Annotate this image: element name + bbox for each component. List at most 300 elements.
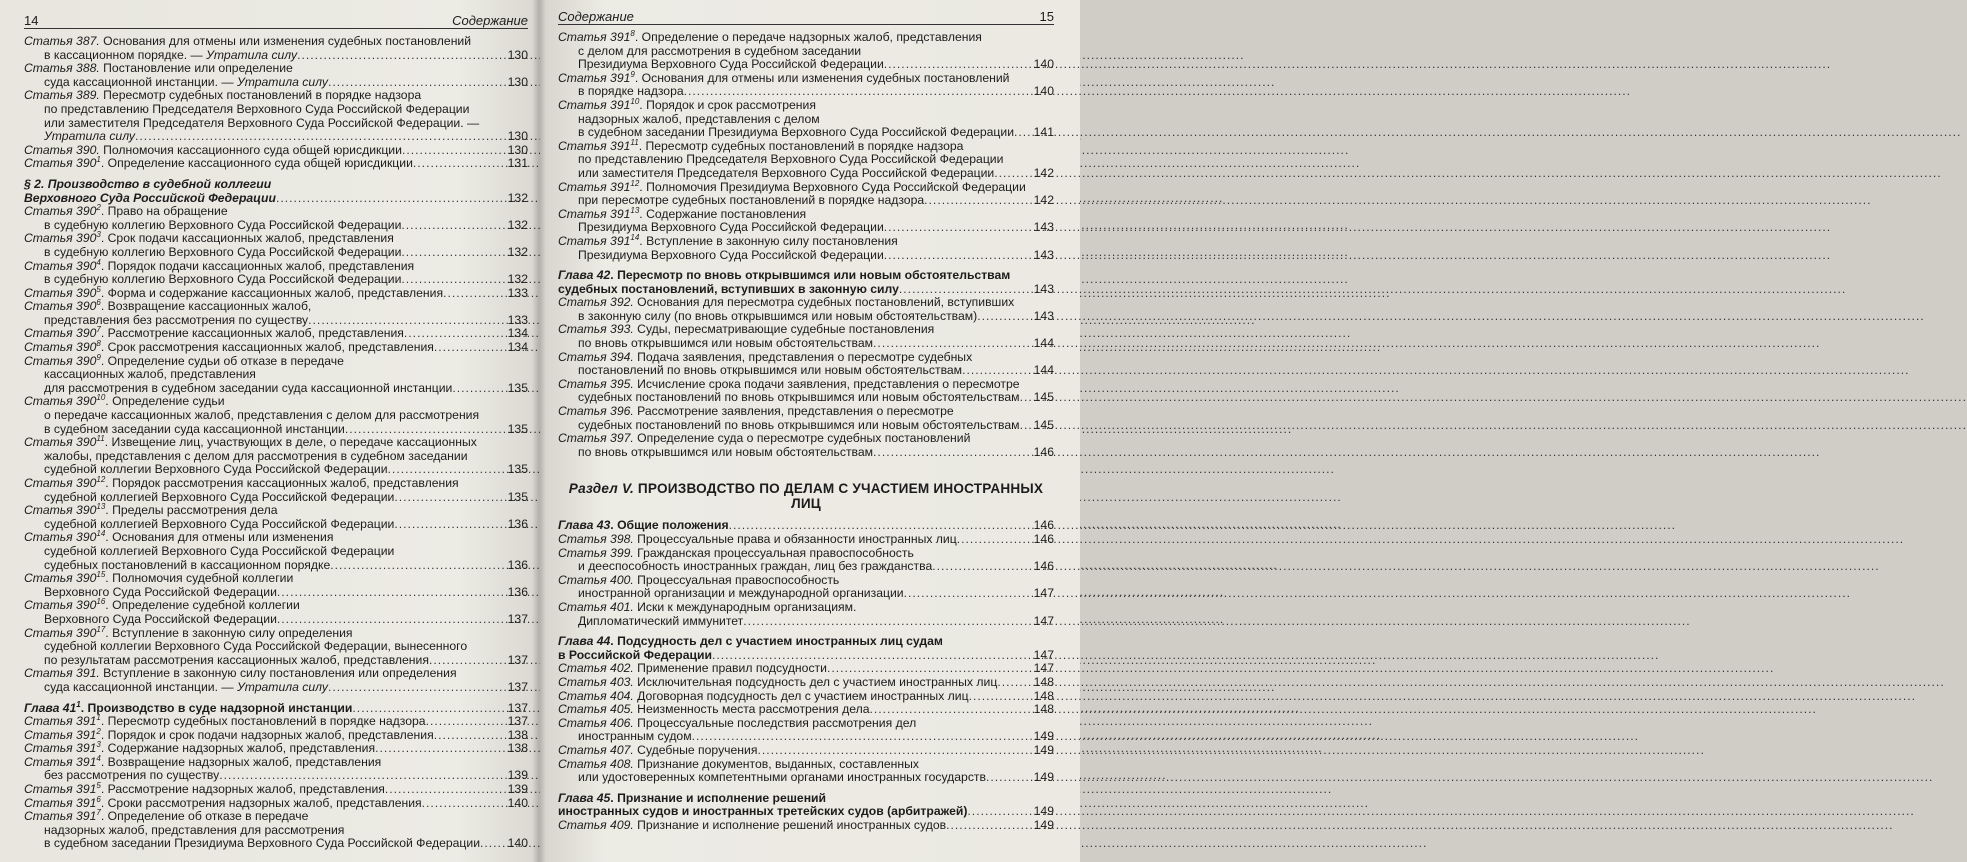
entry-text [578,446,873,460]
entry-text [44,368,256,382]
toc-entry [24,810,528,824]
entry-title: Исчисление срока подачи заявления, представления о пересмотре [633,376,1020,391]
leader-dots [869,703,1030,717]
page-ref: 132 [507,272,528,287]
entry-text [558,649,712,663]
toc-entry [24,205,528,219]
entry-text [558,432,970,446]
chapter-title: . Признание и исполнение решений [610,790,827,805]
superscript: 14 [96,529,106,539]
left-page-header [24,10,528,29]
entry-text [24,62,293,76]
repealed-note: Утратила силу [44,129,136,144]
article-number: Статья 397. [558,431,634,446]
entry-title: . Определение кассационного суда общей юрисдикции [100,156,413,171]
article-number: Статья 407. [558,742,634,757]
toc-entry [24,49,528,63]
article-number: Статья 391 [24,809,97,824]
entry-title: Верховного Суда Российской Федерации [44,611,277,626]
entry-title: . Срок подачи кассационных жалоб, представления [100,231,394,246]
entry-text [44,117,479,131]
entry-title: или заместителя Председателя Верховного Суда Российской Федерации [578,165,995,180]
page-ref: 140 [507,795,528,810]
toc-entry [558,519,1054,533]
article-number: Статья 408. [558,756,634,771]
article-number: Статья 391 [24,754,97,769]
toc-entry [558,676,1054,690]
entry-text [24,178,271,192]
page-ref: 148 [1033,702,1054,717]
left-page [0,0,540,862]
toc-entry [558,405,1054,419]
page-ref: 140 [1033,57,1054,72]
superscript: 10 [96,393,106,403]
entry-title: или заместителя Председателя Верховного Суда Российской Федерации. — [44,115,480,130]
entry-title: . Порядок и срок рассмотрения [639,97,816,112]
superscript: 11 [630,137,639,147]
entry-text [578,113,820,127]
page-ref: 133 [507,312,528,327]
entry-title: Основания для пересмотра судебных постановлений, вступивших [633,295,1015,310]
superscript: 13 [96,502,106,512]
entry-title: . Пересмотр судебных постановлений в порядке надзора [100,714,426,729]
article-number: Статья 390 [24,156,97,171]
article-number: Статья 390 [24,340,97,355]
entry-text [24,624,353,641]
article-number: Статья 390 [24,598,97,613]
entry-title: . Полномочия судебной коллегии [105,571,294,586]
toc-entry [24,103,528,117]
entry-text [44,76,328,90]
entry-title: . Порядок и срок подачи надзорных жалоб, представления [100,727,434,742]
article-number: Статья 389. [24,88,100,103]
toc-entry [558,337,1054,351]
toc-entry [558,805,1054,819]
page-ref: 137 [507,679,528,694]
superscript: 3 [96,230,101,240]
superscript: 15 [96,570,106,580]
superscript: 3 [96,740,101,750]
toc-entry [24,89,528,103]
entry-title: . Основания для отмены или изменения судебных постановлений [634,70,1010,85]
chapter-number: Глава 43 [558,518,611,533]
leader-dots [422,797,505,811]
article-number: Статья 390 [24,353,97,368]
toc-list-left [24,35,528,851]
entry-title: в судебную коллегию Верховного Суда Российской Федерации [44,244,402,259]
entry-text [44,409,479,423]
entry-text [24,341,434,355]
page-ref: 144 [1033,336,1054,351]
entry-title: Иски к международным организациям. [633,599,857,614]
entry-text [558,323,934,337]
article-number: Статья 391 [24,714,97,729]
entry-title: судебной коллегией Верховного Суда Российской Федерации [44,543,395,558]
entry-text [558,351,972,365]
entry-text [24,810,308,824]
entry-title: иностранным судом [578,729,692,744]
entry-title: Гражданская процессуальная правоспособность [633,545,914,560]
entry-title: . Определение об отказе в передаче [100,809,309,824]
page-ref: 147 [1033,647,1054,662]
toc-entry [24,545,528,559]
toc-entry [558,690,1054,704]
entry-title: по представлению Председателя Верховного Суда Российской Федерации [44,101,470,116]
leader-dots [977,310,1030,324]
article-number: Статья 398. [558,532,634,546]
toc-entry [24,681,528,695]
superscript: 8 [96,339,101,348]
entry-title: . Срок рассмотрения кассационных жалоб, представления [100,340,434,355]
page-ref: 148 [1033,674,1054,689]
leader-dots [684,85,1031,99]
entry-text [44,103,469,117]
entry-text [558,232,898,249]
entry-title: . Вступление в законную силу определения [105,625,353,640]
page-number: 14 [24,13,39,28]
leader-dots [480,837,505,851]
entry-title: Президиума Верховного Суда Российской Федерации [578,220,884,235]
entry-text [24,531,333,545]
article-number: Статья 401. [558,599,634,614]
page-ref: 132 [507,244,528,259]
leader-dots [884,58,1031,72]
superscript: 5 [96,781,101,790]
running-title: Содержание [452,13,528,28]
toc-entry [558,178,1054,195]
article-number: Статья 390 [24,326,97,341]
entry-title: . Право на обращение [100,204,228,219]
entry-text [558,178,1026,195]
toc-entry [558,232,1054,249]
page-ref: 136 [507,584,528,599]
article-number: Статья 391 [558,138,631,153]
toc-entry [558,153,1054,167]
leader-dots [401,273,504,287]
entry-title: Признание документов, выданных, составленных [633,756,919,771]
entry-text [24,474,459,491]
entry-title: Полномочия кассационного суда общей юрисдикции [99,142,402,157]
leader-dots [969,690,1031,704]
entry-text [578,153,1003,167]
entry-title: Рассмотрение заявления, представления о пересмотре [633,404,954,419]
entry-title: . Основания для отмены или изменения [105,530,334,545]
leader-dots [401,219,504,233]
article-number: Статья 392. [558,295,634,310]
entry-title: надзорных жалоб, представления для рассмотрения [44,822,345,837]
page-ref: 146 [1033,444,1054,459]
entry-title: Исключительная подсудность дел с участием иностранных лиц [633,674,998,689]
entry-text [578,615,743,629]
page-number: 15 [1039,9,1054,24]
entry-text [558,805,967,819]
toc-entry [24,257,528,274]
page-ref: 146 [1033,559,1054,574]
article-number: Статья 390 [24,231,97,246]
right-page-header [558,6,1054,25]
entry-title: постановлений по вновь открывшимся или новым обстоятельствам [578,363,963,378]
article-number: Статья 387. [24,34,100,48]
article-number: Статья 390 [24,571,97,586]
entry-title: представления без рассмотрения по существу [44,312,309,327]
toc-entry [24,474,528,491]
superscript: 14 [630,232,640,242]
toc-entry [24,62,528,76]
entry-text [558,533,957,547]
article-number: Статья 391 [558,206,631,221]
entry-text [24,395,225,409]
toc-entry [24,409,528,423]
entry-title: судебной коллегии Верховного Суда Российской Федерации, вынесенного [44,639,468,654]
leader-dots [452,382,504,396]
superscript: 7 [96,808,101,818]
toc-entry [558,635,1054,649]
entry-title: судебных постановлений по вновь открывшимся или новым обстоятельствам [578,390,1020,405]
article-number: Статья 390 [24,625,97,640]
leader-dots [443,287,505,301]
leader-dots [1014,126,1031,140]
superscript: 11 [96,434,105,444]
entry-title: Постановление или определение [99,61,293,76]
leader-dots [394,491,504,505]
superscript: 6 [96,298,101,308]
toc-entry [558,96,1054,113]
leader-dots [375,742,505,756]
toc-entry [558,703,1054,717]
superscript: 9 [630,69,635,79]
toc-entry [24,368,528,382]
page-ref: 143 [1033,281,1054,296]
toc-entry [558,69,1054,86]
page-ref: 130 [507,47,528,62]
toc-entry [24,753,528,770]
leader-dots [1020,419,1031,433]
article-number: Статья 400. [558,572,634,587]
entry-title: по вновь открывшимся или новым обстоятельствам [578,336,874,351]
entry-text [558,269,1010,283]
page-ref: 135 [507,380,528,395]
page-ref: 147 [1033,613,1054,628]
leader-dots [330,559,504,573]
article-number: Статья 390. [24,142,100,157]
leader-dots [297,49,505,63]
entry-title: в судебном заседании суда кассационной инстанции [44,421,345,436]
page-ref: 139 [507,782,528,797]
leader-dots [962,364,1031,378]
entry-text [578,587,904,601]
entry-title: в судебную коллегию Верховного Суда Российской Федерации [44,272,402,287]
entry-title: судебных постановлений в кассационном порядке [44,557,331,572]
entry-title: в судебном заседании Президиума Верховного Суда Российской Федерации [578,125,1015,140]
entry-text [44,545,394,559]
entry-text [44,613,277,627]
entry-title: . Рассмотрение надзорных жалоб, представления [100,782,385,797]
page-ref: 130 [507,142,528,157]
toc-entry [24,352,528,369]
entry-text [24,742,375,756]
leader-dots [394,518,504,532]
repealed-note: Утратила силу [236,74,328,89]
leader-dots [986,771,1031,785]
leader-dots [957,533,1031,547]
entry-title: кассационных жалоб, представления [44,367,256,382]
entry-title: судебной коллегией Верховного Суда Российской Федерации [44,516,395,531]
entry-text [44,130,135,144]
article-number: Статья 403. [558,674,634,689]
toc-entry [558,446,1054,460]
entry-text [24,753,382,770]
entry-text [558,744,757,758]
superscript: 1 [96,713,101,723]
entry-text [44,654,429,668]
page-ref: 137 [507,714,528,729]
entry-title: . Определение о передаче надзорных жалоб, представления [634,30,982,44]
toc-entry [558,310,1054,324]
entry-title: Договорная подсудность дел с участием иностранных лиц [633,688,969,703]
page-ref: 136 [507,516,528,531]
toc-entry [558,113,1054,127]
toc-entry [558,391,1054,405]
toc-entry [24,667,528,681]
toc-entry [558,28,1054,45]
chapter-number: Глава 41 [24,700,77,715]
entry-title: и дееспособность иностранных граждан, лиц без гражданства [578,559,933,574]
repealed-note: Утратила силу [236,679,328,694]
chapter-number: Верховного Суда Российской Федерации [24,190,276,205]
entry-text [44,681,328,695]
entry-title: о передаче кассационных жалоб, представления с делом для рассмотрения [44,408,480,423]
article-number: Статья 391 [24,795,97,810]
section-title [558,481,1054,511]
entry-text [44,824,344,838]
article-number: Статья 391 [24,782,97,797]
entry-text [578,58,884,72]
toc-entry [558,283,1054,297]
article-number: Статья 405. [558,702,634,717]
toc-entry [558,205,1054,222]
entry-title: . Определение судьи [105,394,225,409]
toc-entry [24,436,528,450]
entry-title: . Форма и содержание кассационных жалоб, представления [100,285,444,300]
chapter-title: . Пересмотр по вновь открывшимся или новым обстоятельствам [610,268,1011,283]
entry-text [558,819,946,833]
entry-text [558,28,982,45]
entry-text [558,519,729,533]
entry-title: в законную силу (по вновь открывшимся или новым обстоятельствам) [578,308,978,323]
chapter-title: в Российской Федерации [558,647,712,662]
entry-text [578,126,1014,140]
leader-dots [388,463,505,477]
toc-entry [558,819,1054,833]
entry-text [558,662,827,676]
entry-title: с делом для рассмотрения в судебном заседании [578,43,862,58]
entry-title: . Сроки рассмотрения надзорных жалоб, представления [100,795,422,810]
entry-text [578,391,1020,405]
entry-title: . Определение судьи об отказе в передаче [100,353,344,368]
entry-text [578,771,986,785]
toc-entry [24,654,528,668]
toc-entry [558,601,1054,615]
entry-text [578,560,932,574]
entry-title: жалобы, представления с делом для рассмотрения в судебном заседании [44,448,468,463]
article-number: Статья 390 [24,258,97,273]
article-number: Статья 391 [558,30,631,44]
page-ref: 144 [1033,363,1054,378]
toc-entry [558,364,1054,378]
entry-title: . Рассмотрение кассационных жалоб, представления [100,326,404,341]
page-ref: 134 [507,326,528,341]
entry-text [558,717,916,731]
toc-entry [24,640,528,654]
toc-entry [24,35,528,49]
section-name: ПРОИЗВОДСТВО ПО ДЕЛАМ С УЧАСТИЕМ ИНОСТРАННЫХ ЛИЦ [633,481,1044,512]
chapter-number: Глава 44 [558,634,611,649]
superscript: 9 [96,352,101,362]
page-ref: 149 [1033,804,1054,819]
entry-title: . Возвращение кассационных жалоб, [100,299,312,314]
page-ref: 142 [1033,193,1054,208]
leader-dots [277,586,505,600]
article-number: Статья 390 [24,476,97,490]
entry-text [24,783,385,797]
book-gutter [532,0,546,862]
chapter-title: судебных постановлений, вступивших в законную силу [558,281,899,296]
chapter-title: . Подсудность дел с участием иностранных лиц судам [610,634,943,649]
leader-dots [328,76,505,90]
page-ref: 139 [507,768,528,783]
entry-text [44,49,297,63]
toc-entry [24,824,528,838]
article-number: Статья 396. [558,404,634,419]
entry-text [558,137,964,154]
entry-text [44,640,467,654]
toc-list-right-section [558,519,1054,832]
toc-entry [558,730,1054,744]
chapter-title: . Производство в суде надзорной инстанции [80,700,353,715]
page-ref: 146 [1033,518,1054,533]
toc-entry [558,249,1054,263]
toc-entry [24,117,528,131]
entry-text [558,296,1014,310]
superscript: 6 [96,794,101,804]
page-ref: 137 [507,700,528,715]
superscript: 16 [96,597,106,607]
toc-entry [558,649,1054,663]
toc-entry [558,269,1054,283]
toc-entry [558,615,1054,629]
page-ref: 147 [1033,586,1054,601]
entry-title: Процессуальная правоспособность [633,572,840,587]
entry-title: Суды, пересматривающие судебные постановления [633,322,935,337]
superscript: 1 [96,155,101,165]
page-ref: 149 [1033,817,1054,832]
superscript: 5 [96,284,101,294]
leader-dots [277,613,505,627]
leader-dots [743,615,1030,629]
entry-text [24,232,394,246]
entry-title: . Порядок рассмотрения кассационных жалоб, представления [105,476,459,490]
page-ref: 135 [507,489,528,504]
entry-title: Неизменность места рассмотрения дела [633,702,870,717]
entry-text [578,419,1020,433]
entry-text [578,730,692,744]
entry-title: Процессуальные права и обязанности иностранных лиц [633,532,957,546]
leader-dots [873,337,1031,351]
entry-title: . Извещение лиц, участвующих в деле, о передаче кассационных [104,435,477,450]
right-page [540,0,1080,862]
leader-dots [413,157,505,171]
toc-entry [558,744,1054,758]
